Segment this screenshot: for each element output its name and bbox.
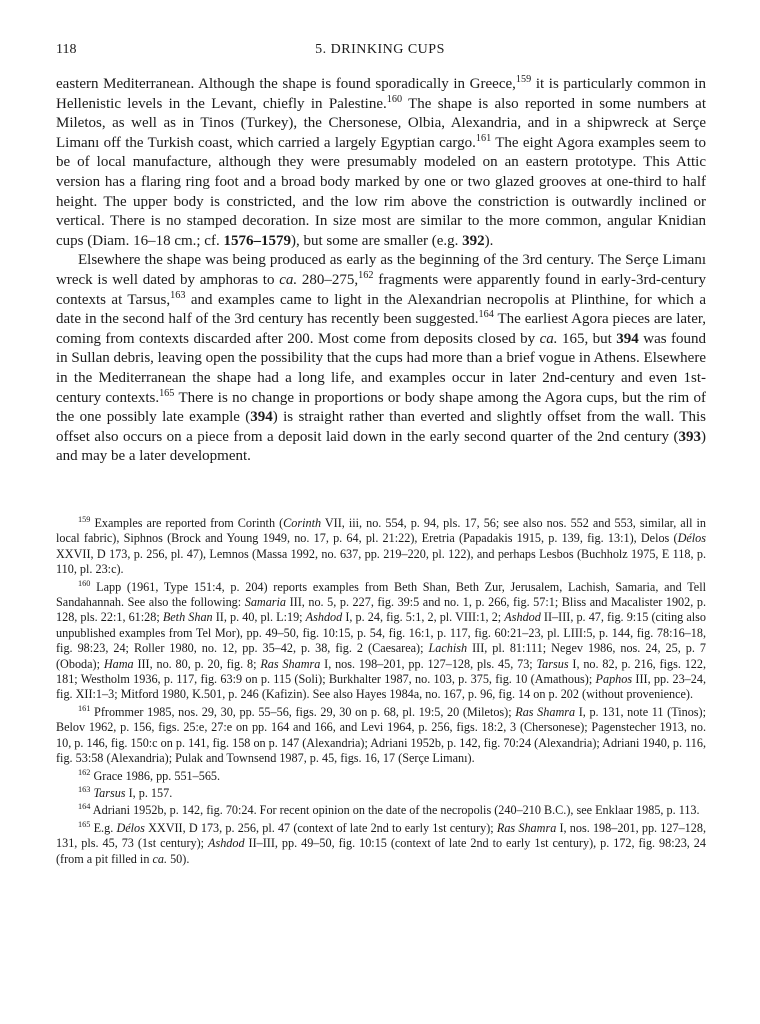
catalogue-ref: 394 [250, 409, 273, 426]
catalogue-ref: 392 [462, 232, 485, 249]
footnote-number: 163 [78, 784, 91, 794]
footnote-164: $^{164}$ Adriani 1952b, p. 142, fig. 70:24. For recent opinion on the date of the necropolis (240–210 B.C.), see Enklaar 1985, p. 113. [78, 802, 700, 818]
footnote-number: 165 [78, 819, 91, 829]
footnote-159: $^{159}$ Examples are reported from Corinth (Corinth VII, iii, no. 554, p. 94, pls. 17, 56; see also nos. 552 and 553, similar, all in local fabric), Siphnos (Brock and Young 1949, no. 17, p. 64, pl. 21:22), Eretria (Papadakis 1915, p. 139, fig. 13:1), Delos (Délos XXVII, D 173, p. 256, pl. 47), Lemnos (Massa 1992, no. 637, pp. 219–220, pl. 122), and perhaps Lesbos (Buchholz 1975, E 118, p. 110, pl. 23:c). [56, 514, 706, 577]
footnote-number: 162 [78, 767, 91, 777]
catalogue-ref: 1576–1579 [223, 232, 291, 249]
footnote-ref[interactable]: 164 [478, 309, 494, 321]
chapter-title: 5. DRINKING CUPS [315, 42, 445, 57]
footnote-165: $^{165}$ E.g. Délos XXVII, D 173, p. 256, pl. 47 (context of late 2nd to early 1st century); Ras Shamra I, nos. 198–201, pp. 127–128, 131, pls. 45, 73 (1st century); Ashdod II–III, pp. 49–50, fig. 10:15 (context of late 2nd to early 1st century), p. 172, fig. 98:23, 24 (from a pit filled in ca. 50). [56, 819, 706, 866]
main-text [56, 75, 706, 467]
footnote-number: 160 [78, 578, 91, 588]
catalogue-ref: 394 [616, 330, 639, 347]
footnote-ref[interactable]: 163 [170, 289, 186, 301]
footnote-163: $^{163}$ Tarsus I, p. 157. [78, 784, 173, 800]
footnote-162: $^{162}$ Grace 1986, pp. 551–565. [78, 767, 221, 783]
running-head [56, 42, 704, 62]
body-paragraph: Elsewhere the shape was being produced as early as the beginning of the 3rd century. The Serçe Limanı wreck is well dated by amphoras to ca. 280–275,$^{162}$ fragments were apparently found in early-3rd-century contexts at Tarsus,$^{163}$ and examples came to light in the Alexandrian necropolis at Plinthine, for which a date in the second half of the 3rd century has recently been suggested.$^{164}$ The earliest Agora pieces are later, coming from contexts discarded after 200. Most come from deposits closed by ca. 165, but 394 was found in Sullan debris, leaving open the possibility that the cups had more than a brief vogue in Athens. Elsewhere in the Mediterranean the shape had a long life, and examples occur in later 2nd-century and even 1st-century contexts.$^{165}$ There is no change in proportions or body shape among the Agora cups, but the rim of the one possibly late example (394) is straight rather than everted and slightly offset from the wall. This offset also occurs on a piece from a deposit laid down in the early second quarter of the 2nd century (393) and may be a later development. [56, 252, 707, 465]
footnote-number: 159 [78, 514, 91, 524]
footnote-ref[interactable]: 160 [386, 93, 403, 105]
footnote-number: 161 [78, 703, 91, 713]
footnote-161: $^{161}$ Pfrommer 1985, nos. 29, 30, pp. 55–56, figs. 29, 30 on p. 68, pl. 19:5, 20 (Miletos); Ras Shamra I, p. 131, note 11 (Tinos); Belov 1962, p. 156, figs. 25:e, 27:e on pp. 164 and 166, and Levi 1964, p. 256, figs. 18:2, 3 (Chersonese); Pagenstecher 1913, no. 10, p. 146, fig. 150:c on p. 141, fig. 158 on p. 147 (Alexandria); Adriani 1952b, p. 142, fig. 70:24 (Alexandria); Adriani 1940, p. 116, fig. 53:58 (Alexandria); Pulak and Townsend 1987, p. 45, figs. 16, 17 (Serçe Limanı). [56, 703, 706, 766]
catalogue-ref: 393 [678, 428, 701, 445]
page-number: 118 [56, 42, 77, 57]
footnote-number: 164 [78, 802, 91, 812]
footnotes [56, 516, 706, 869]
footnote-ref[interactable]: 159 [515, 74, 532, 85]
footnote-160: $^{160}$ Lapp (1961, Type 151:4, p. 204) reports examples from Beth Shan, Beth Zur, Jerusalem, Lachish, Samaria, and Tell Sandahannah. See also the following: Samaria III, no. 5, p. 227, fig. 39:5 and no. 1, p. 266, fig. 57:1; Bliss and Macalister 1902, p. 128, pls. 22:1, 61:28; Beth Shan II, p. 40, pl. L:19; Ashdod I, p. 24, fig. 5:1, 2, pl. VIII:1, 2; Ashdod II–III, p. 47, fig. 9:15 (citing also unpublished examples from Tel Mor), pp. 49–50, fig. 10:15, p. 54, fig. 16:1, p. 117, fig. 60:21–23, pl. LIII:5, p. 144, fig. 78:16–18, fig. 98:23, 24; Roller 1980, no. 12, pp. 35–42, p. 38, fig. 2 (Caesarea); Lachish III, pl. 81:111; Negev 1986, nos. 24, 25, p. 7 (Oboda); Hama III, no. 80, p. 20, fig. 8; Ras Shamra I, nos. 198–201, pp. 127–128, pls. 45, 73; Tarsus I, no. 82, p. 216, figs. 122, 181; Westholm 1936, p. 117, fig. 63:9 on p. 115 (Soli); Burkhalter 1987, no. 103, p. 375, fig. 10 (Amathous); Paphos III, pp. 23–24, fig. XII:1–3; Mitford 1980, K.501, p. 246 (Kafizin). See also Hayes 1984a, no. 167, p. 96, fig. 14 on p. 202 (without provenience). [56, 578, 707, 702]
footnote-ref[interactable]: 162 [358, 269, 374, 281]
footnote-ref[interactable]: 165 [159, 387, 175, 399]
footnote-ref[interactable]: 161 [475, 132, 492, 144]
body-paragraph: eastern Mediterranean. Although the shape is found sporadically in Greece,$^{159}$ it is particularly common in Hellenistic levels in the Levant, chiefly in Palestine.$^{160}$ The shape is also reported in some numbers at Miletos, as well as in Tinos (Turkey), the Chersonese, Olbia, Alexandria, and in a shipwreck at Serçe Limanı off the Turkish coast, which carried a largely Egyptian cargo.$^{161}$ The eight Agora examples seem to be of local manufacture, although they were presumably modeled on an eastern prototype. This Attic version has a flaring ring foot and a broad body marked by one or two glazed grooves at one-third to half height. The upper body is constricted, and the low rim above the constriction is outwardly inclined or vertical. There is no stamped decoration. In size most are similar to the more common, angular Knidian cups (Diam. 16–18 cm.; cf. 1576–1579), but some are smaller (e.g. 392). [56, 74, 707, 249]
